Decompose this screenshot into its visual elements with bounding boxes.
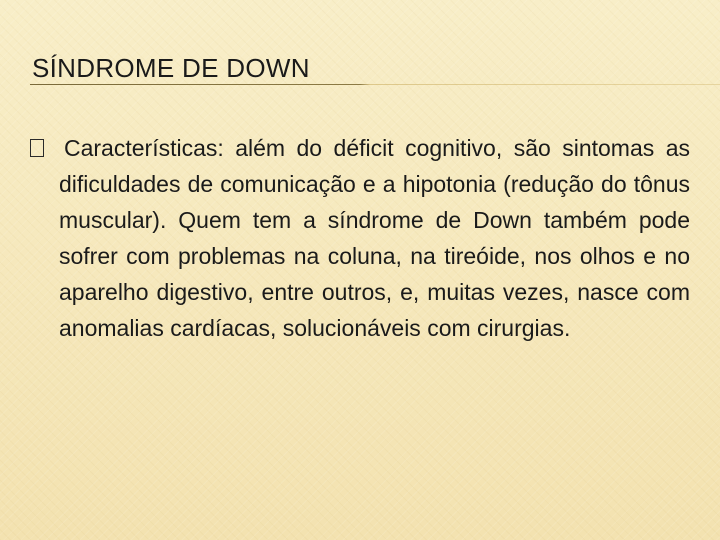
slide-title: SÍNDROME DE DOWN (32, 53, 310, 83)
bullet-item (30, 130, 690, 346)
bullet-body: além do déficit cognitivo, são sintomas as dificuldades de comunicação e a hipotonia (redução do tônus muscular). Quem tem a síndrome de Down também pode sofrer com problemas na coluna, na tireóide, nos olhos e no aparelho digestivo, entre outros, e, muitas vezes, nasce com anomalias cardíacas, solucionáveis com cirurgias. (59, 135, 690, 341)
bullet-lead: Características: (64, 135, 224, 161)
bullet-text (59, 130, 690, 346)
square-bullet-icon (30, 139, 44, 157)
title-underline (30, 84, 720, 85)
